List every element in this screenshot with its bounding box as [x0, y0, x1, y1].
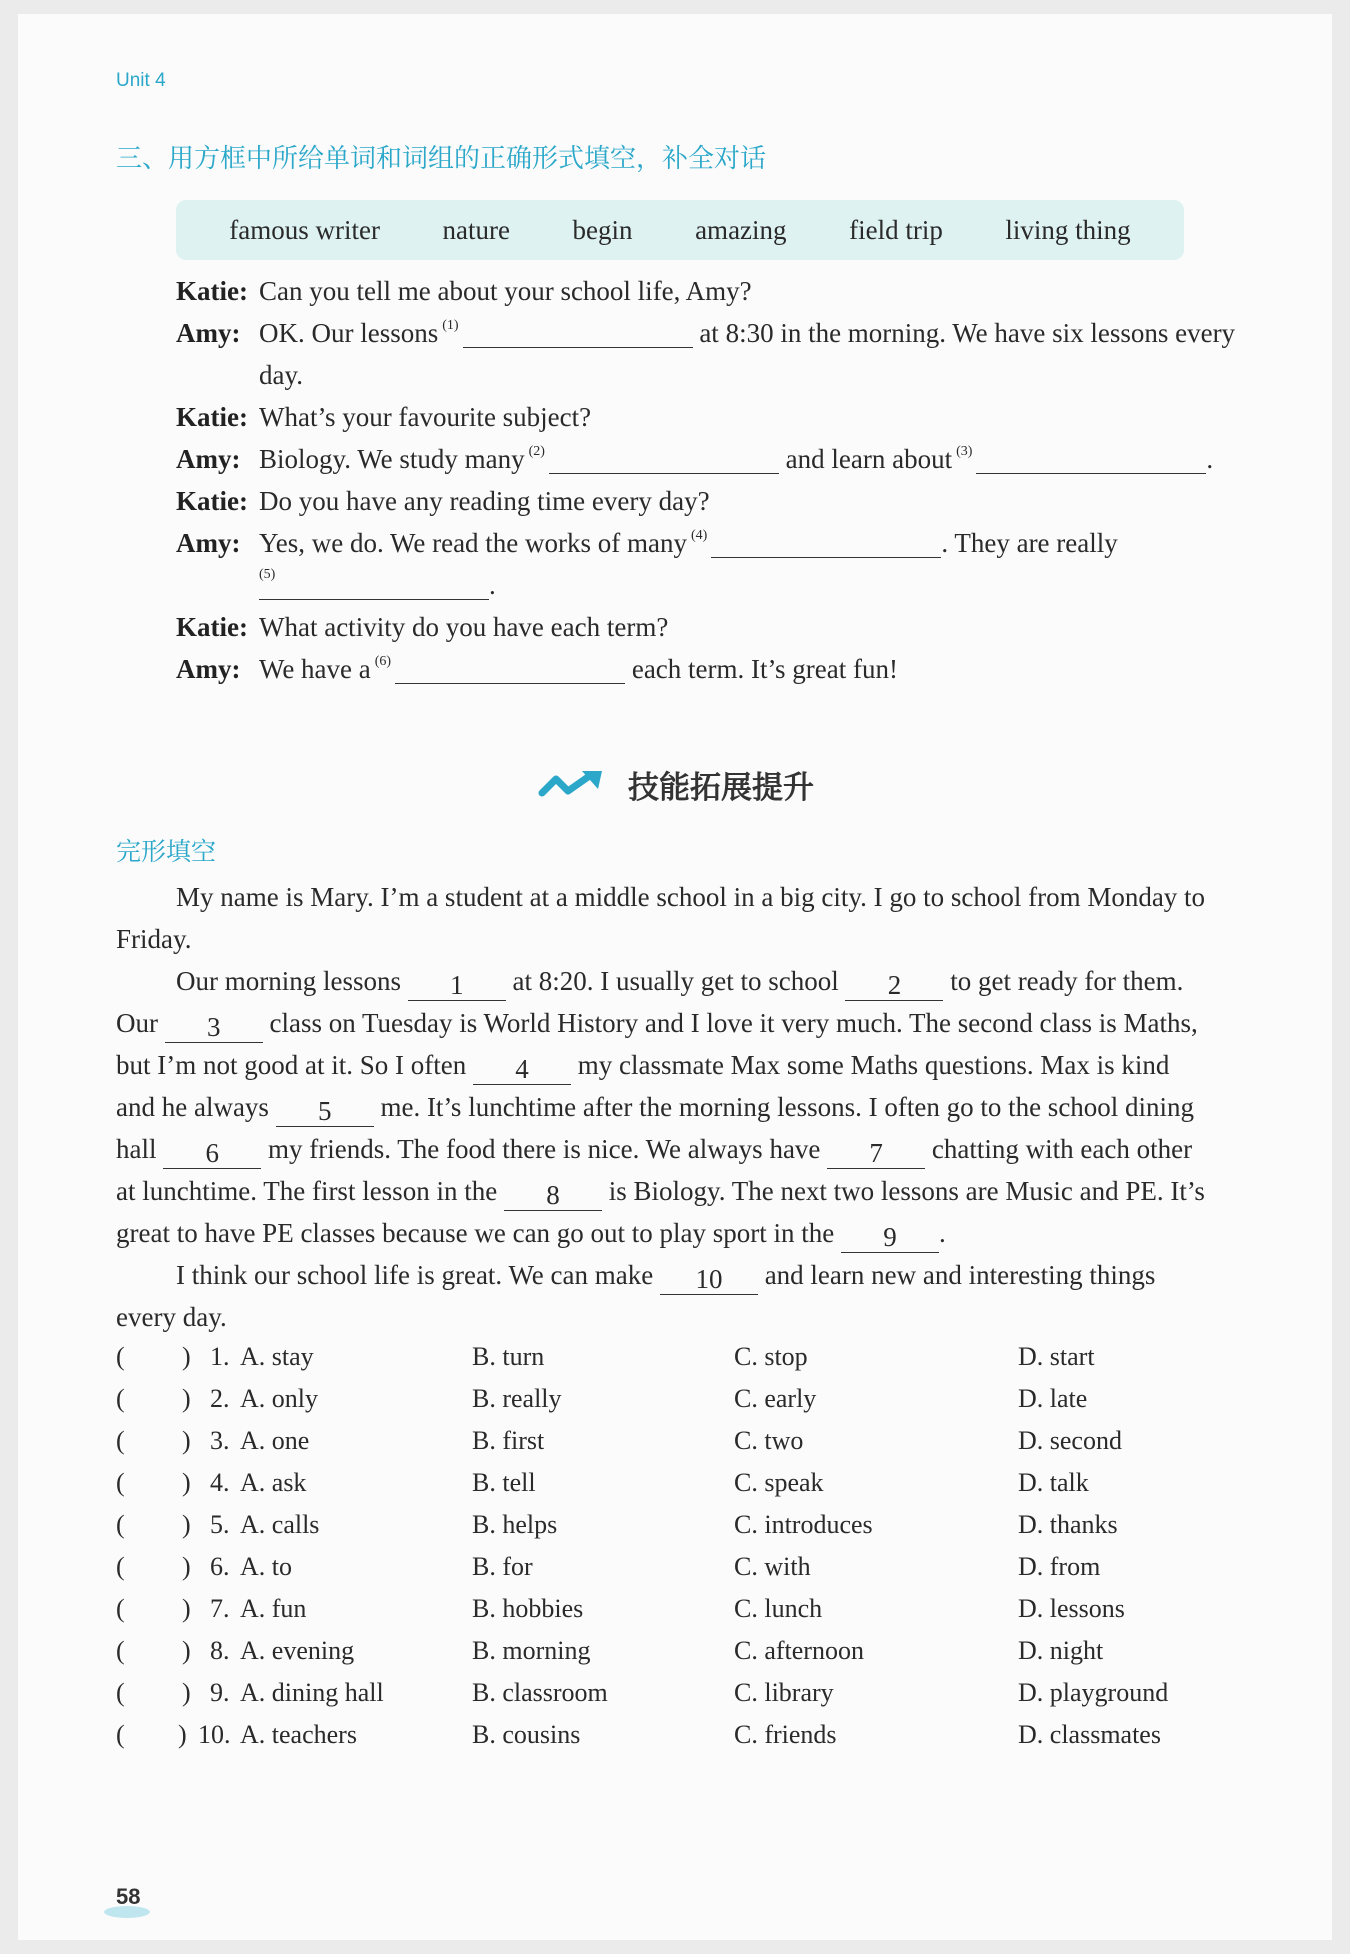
passage-text: hall	[116, 1134, 157, 1164]
question-number: 9.	[210, 1678, 230, 1707]
passage-line: Friday.	[116, 924, 192, 954]
option-d: D. thanks	[1018, 1510, 1118, 1539]
passage-line	[116, 1212, 1252, 1254]
option-b: B. first	[472, 1426, 545, 1455]
passage-text: class on Tuesday is World History and I love it very much. The second class is Maths,	[269, 1008, 1198, 1038]
word-box-item: field trip	[849, 214, 943, 245]
question-number: 4.	[210, 1468, 230, 1497]
workbook-page	[18, 14, 1332, 1940]
option-d: D. second	[1018, 1426, 1122, 1455]
passage-text: and he always	[116, 1092, 269, 1122]
answer-paren-close: )	[182, 1426, 191, 1455]
cloze-gap-2[interactable]: 2	[845, 970, 943, 1001]
dialogue-text: What activity do you have each term?	[259, 612, 669, 642]
option-row	[116, 1714, 1252, 1756]
dialogue-line	[176, 396, 1256, 438]
options-list	[116, 1336, 1252, 1756]
passage-line	[116, 1254, 1252, 1296]
passage-line: every day.	[116, 1302, 227, 1332]
section-3-title: 三、用方框中所给单词和词组的正确形式填空，补全对话	[116, 144, 767, 174]
dialogue-text: day.	[259, 360, 303, 390]
question-number: 10.	[198, 1720, 231, 1749]
page-number: 58	[116, 1884, 141, 1909]
option-d: D. talk	[1018, 1468, 1089, 1497]
option-c: C. early	[734, 1384, 817, 1413]
word-box-item: begin	[572, 214, 633, 245]
passage-text: to get ready for them.	[950, 966, 1184, 996]
dialogue-line	[176, 270, 1256, 312]
dialogue-line	[176, 312, 1256, 354]
option-d: D. playground	[1018, 1678, 1169, 1707]
skills-banner	[538, 762, 814, 806]
dialogue-text: each term. It’s great fun!	[631, 654, 898, 684]
passage-text: Our morning lessons	[176, 966, 401, 996]
passage-line	[116, 1086, 1252, 1128]
answer-paren-open[interactable]: (	[116, 1510, 125, 1539]
option-row	[116, 1546, 1252, 1588]
option-a: A. fun	[240, 1594, 307, 1623]
cloze-gap-4[interactable]: 4	[473, 1054, 571, 1085]
speaker-amy: Amy:	[176, 654, 241, 684]
dialogue-text: What’s your favourite subject?	[259, 402, 592, 432]
passage-text: and learn new and interesting things	[764, 1260, 1156, 1290]
passage-text: I think our school life is great. We can make	[176, 1260, 654, 1290]
passage-text: me. It’s lunchtime after the morning lessons. I often go to the school dining	[380, 1092, 1195, 1122]
answer-blank-6[interactable]	[395, 655, 625, 684]
passage-line	[116, 1128, 1252, 1170]
passage-text: my friends. The food there is nice. We always have	[268, 1134, 821, 1164]
passage-text: but I’m not good at it. So I often	[116, 1050, 467, 1080]
passage-text: at lunchtime. The first lesson in the	[116, 1176, 498, 1206]
passage-text: at 8:20. I usually get to school	[512, 966, 839, 996]
cloze-gap-10[interactable]: 10	[660, 1264, 758, 1295]
option-c: C. afternoon	[734, 1636, 864, 1665]
cloze-gap-7[interactable]: 7	[827, 1138, 925, 1169]
option-a: A. evening	[240, 1636, 355, 1665]
option-row	[116, 1420, 1252, 1462]
cloze-gap-3[interactable]: 3	[165, 1012, 263, 1043]
speaker-amy: Amy:	[176, 528, 241, 558]
option-d: D. lessons	[1018, 1594, 1125, 1623]
answer-paren-open[interactable]: (	[116, 1426, 125, 1455]
dialogue-text: Yes, we do. We read the works of many	[259, 528, 688, 558]
cloze-gap-6[interactable]: 6	[163, 1138, 261, 1169]
option-b: B. hobbies	[472, 1594, 584, 1623]
question-number: 2.	[210, 1384, 230, 1413]
dialogue-line	[176, 564, 1256, 606]
answer-paren-close: )	[182, 1468, 191, 1497]
option-c: C. introduces	[734, 1510, 873, 1539]
answer-paren-open[interactable]: (	[116, 1384, 125, 1413]
word-box-item: nature	[442, 214, 510, 245]
passage-line	[116, 960, 1252, 1002]
speaker-katie: Katie:	[176, 402, 248, 432]
option-a: A. one	[240, 1426, 310, 1455]
word-box-item: famous writer	[229, 214, 380, 245]
passage-text: chatting with each other	[931, 1134, 1193, 1164]
answer-paren-open[interactable]: (	[116, 1636, 125, 1665]
answer-paren-close: )	[182, 1342, 191, 1371]
option-b: B. turn	[472, 1342, 545, 1371]
cloze-gap-5[interactable]: 5	[276, 1096, 374, 1127]
question-number: 6.	[210, 1552, 230, 1581]
cloze-gap-8[interactable]: 8	[504, 1180, 602, 1211]
answer-paren-open[interactable]: (	[116, 1594, 125, 1623]
dialogue	[176, 270, 1256, 690]
answer-blank-1[interactable]	[463, 319, 693, 348]
option-b: B. for	[472, 1552, 533, 1581]
answer-paren-close: )	[182, 1678, 191, 1707]
dialogue-text: .	[489, 570, 496, 600]
dialogue-line	[176, 606, 1256, 648]
speaker-amy: Amy:	[176, 444, 241, 474]
passage-text: great to have PE classes because we can go out to play sport in the	[116, 1218, 835, 1248]
banner-title: 技能拓展提升	[628, 769, 814, 806]
blank-number: (5)	[259, 567, 276, 582]
speaker-katie: Katie:	[176, 486, 248, 516]
answer-paren-close: )	[182, 1636, 191, 1665]
answer-blank-3[interactable]	[976, 445, 1206, 474]
word-box-item: amazing	[695, 214, 787, 245]
option-row	[116, 1336, 1252, 1378]
option-c: C. two	[734, 1426, 804, 1455]
option-a: A. to	[240, 1552, 292, 1581]
option-d: D. start	[1018, 1342, 1095, 1371]
option-row	[116, 1672, 1252, 1714]
dialogue-line	[176, 648, 1256, 690]
answer-blank-2[interactable]	[549, 445, 779, 474]
option-d: D. from	[1018, 1552, 1101, 1581]
passage-line	[116, 1170, 1252, 1212]
question-number: 5.	[210, 1510, 230, 1539]
option-a: A. calls	[240, 1510, 320, 1539]
passage-text: my classmate Max some Maths questions. Max is kind	[577, 1050, 1170, 1080]
option-row	[116, 1588, 1252, 1630]
option-b: B. cousins	[472, 1720, 581, 1749]
passage-text: Our	[116, 1008, 158, 1038]
dialogue-text: We have a	[259, 654, 371, 684]
answer-paren-open[interactable]: (	[116, 1342, 125, 1371]
option-row	[116, 1630, 1252, 1672]
option-a: A. ask	[240, 1468, 307, 1497]
dialogue-text: and learn about	[785, 444, 953, 474]
speaker-katie: Katie:	[176, 276, 248, 306]
question-number: 1.	[210, 1342, 230, 1371]
option-row	[116, 1504, 1252, 1546]
cloze-gap-1[interactable]: 1	[408, 970, 506, 1001]
dialogue-text: . They are really	[941, 528, 1118, 558]
answer-paren-open[interactable]: (	[116, 1720, 125, 1749]
answer-blank-4[interactable]	[711, 529, 941, 558]
cloze-gap-9[interactable]: 9	[841, 1222, 939, 1253]
option-c: C. stop	[734, 1342, 808, 1371]
option-b: B. helps	[472, 1510, 558, 1539]
blank-number: (1)	[442, 318, 459, 333]
word-box-item: living thing	[1005, 214, 1131, 245]
dialogue-text: OK. Our lessons	[259, 318, 439, 348]
speaker-katie: Katie:	[176, 612, 248, 642]
passage-line	[116, 1044, 1252, 1086]
option-a: A. stay	[240, 1342, 314, 1371]
option-c: C. speak	[734, 1468, 824, 1497]
cloze-passage	[116, 876, 1252, 1338]
dialogue-line	[176, 354, 1256, 396]
answer-paren-open[interactable]: (	[116, 1552, 125, 1581]
option-b: B. really	[472, 1384, 562, 1413]
question-number: 3.	[210, 1426, 230, 1455]
unit-label: Unit 4	[116, 70, 166, 91]
option-a: A. only	[240, 1384, 318, 1413]
word-box	[176, 200, 1184, 260]
blank-number: (3)	[956, 444, 973, 459]
cloze-title: 完形填空	[116, 837, 217, 866]
option-a: A. dining hall	[240, 1678, 384, 1707]
answer-paren-close: )	[182, 1510, 191, 1539]
option-c: C. with	[734, 1552, 811, 1581]
option-row	[116, 1378, 1252, 1420]
answer-paren-open[interactable]: (	[116, 1468, 125, 1497]
option-d: D. classmates	[1018, 1720, 1161, 1749]
option-d: D. night	[1018, 1636, 1104, 1665]
question-number: 7.	[210, 1594, 230, 1623]
question-number: 8.	[210, 1636, 230, 1665]
dialogue-text: Do you have any reading time every day?	[259, 486, 710, 516]
dialogue-text: Biology. We study many	[259, 444, 525, 474]
answer-paren-close: )	[182, 1384, 191, 1413]
blank-number: (6)	[374, 654, 392, 669]
speaker-amy: Amy:	[176, 318, 241, 348]
option-a: A. teachers	[240, 1720, 357, 1749]
passage-text: is Biology. The next two lessons are Music and PE. It’s	[608, 1176, 1205, 1206]
dialogue-text: Can you tell me about your school life, Amy?	[259, 276, 752, 306]
option-c: C. library	[734, 1678, 834, 1707]
passage-line	[116, 1002, 1252, 1044]
blank-number: (2)	[528, 444, 545, 459]
answer-blank-5[interactable]	[259, 571, 489, 600]
dialogue-line	[176, 438, 1256, 480]
answer-paren-close: )	[182, 1594, 191, 1623]
dialogue-text: at 8:30 in the morning. We have six lessons every	[699, 318, 1236, 348]
blank-number: (4)	[691, 528, 708, 543]
option-row	[116, 1462, 1252, 1504]
option-b: B. classroom	[472, 1678, 608, 1707]
answer-paren-close: )	[182, 1552, 191, 1581]
answer-paren-close: )	[178, 1720, 187, 1749]
passage-line: My name is Mary. I’m a student at a middle school in a big city. I go to school from Monday to	[176, 882, 1206, 912]
option-c: C. lunch	[734, 1594, 823, 1623]
dialogue-line	[176, 522, 1256, 564]
dialogue-text: .	[1206, 444, 1214, 474]
dialogue-line	[176, 480, 1256, 522]
answer-paren-open[interactable]: (	[116, 1678, 125, 1707]
option-d: D. late	[1018, 1384, 1088, 1413]
option-b: B. tell	[472, 1468, 536, 1497]
trend-arrow-icon	[538, 769, 608, 799]
option-b: B. morning	[472, 1636, 591, 1665]
passage-text: .	[939, 1218, 946, 1248]
option-c: C. friends	[734, 1720, 837, 1749]
